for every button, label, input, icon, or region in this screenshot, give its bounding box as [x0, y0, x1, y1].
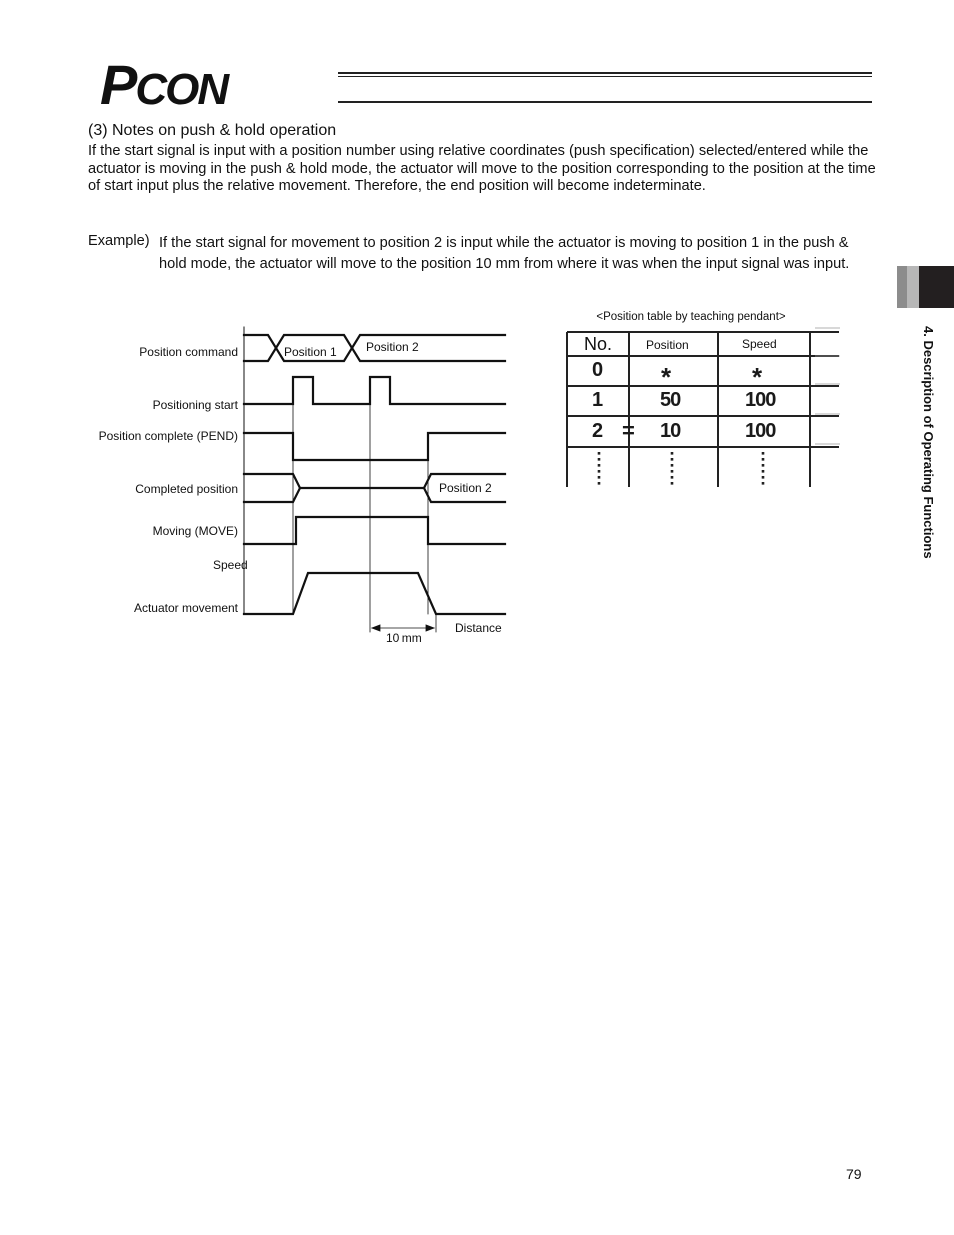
table-row-1-position: 50	[660, 389, 681, 411]
signal-label-position-complete: Position complete (PEND)	[98, 429, 238, 443]
signal-label-moving: Moving (MOVE)	[152, 524, 238, 538]
logo-letter-large: P	[100, 53, 136, 116]
table-header-no: No.	[584, 334, 613, 354]
section-paragraph: If the start signal is input with a position number using relative coordinates (push specification) selected/entered while the actuator is moving in the push & hold mode, the actuator will move to the position corresponding to the position at the time of start input plus the relative movement. Therefore, the end position will become indeterminate.	[88, 143, 876, 195]
waveform-positioning-start	[244, 377, 505, 404]
logo-text	[100, 52, 227, 117]
example-text: If the start signal for movement to position 2 is input while the actuator is moving to position 1 in the push & hold mode, the actuator will move to the position 10 mm from where it was when the input signal was input.	[159, 235, 850, 272]
table-row-2-no: 2	[592, 420, 603, 442]
table-row-2-marker: =	[622, 418, 634, 443]
header-rule-mid	[338, 76, 872, 77]
waveform-moving	[244, 517, 505, 544]
logo-letters-small: CON	[135, 65, 228, 114]
label-position-2-command: Position 2	[366, 340, 419, 354]
waveform-actuator-movement	[244, 573, 505, 614]
chapter-tab-light	[897, 266, 907, 308]
label-distance: Distance	[455, 621, 502, 635]
example-label: Example)	[88, 233, 150, 249]
label-10mm: 10 mm	[386, 631, 422, 645]
header-rule-top	[338, 72, 872, 74]
table-row-2-position: 10	[660, 420, 681, 442]
table-row-1-speed: 100	[745, 389, 776, 411]
label-speed: Speed	[213, 558, 248, 572]
table-header-position: Position	[646, 338, 689, 352]
table-row-0-speed: *	[752, 362, 762, 392]
label-position-2-completed: Position 2	[439, 481, 492, 495]
table-row-1-no: 1	[592, 389, 603, 411]
signal-label-position-command: Position command	[139, 345, 238, 359]
table-header-speed: Speed	[742, 337, 777, 351]
position-table-caption: <Position table by teaching pendant>	[596, 311, 786, 323]
signal-label-actuator-movement: Actuator movement	[133, 601, 238, 615]
table-row-2-speed: 100	[745, 420, 776, 442]
chapter-tab-dark	[919, 266, 954, 308]
table-row-0-no: 0	[592, 359, 603, 381]
chapter-side-label: 4. Description of Operating Functions	[921, 326, 936, 559]
pcon-logo	[100, 53, 340, 116]
chapter-tab-mid	[907, 266, 919, 308]
section-title: (3) Notes on push & hold operation	[88, 122, 337, 139]
label-position-1: Position 1	[284, 345, 337, 359]
signal-label-positioning-start: Positioning start	[152, 398, 238, 412]
signal-label-completed-position: Completed position	[135, 482, 238, 496]
header-rule-bottom	[338, 101, 872, 103]
waveform-position-complete	[244, 433, 505, 460]
table-row-0-position: *	[661, 362, 671, 392]
page-number: 79	[846, 1166, 862, 1182]
